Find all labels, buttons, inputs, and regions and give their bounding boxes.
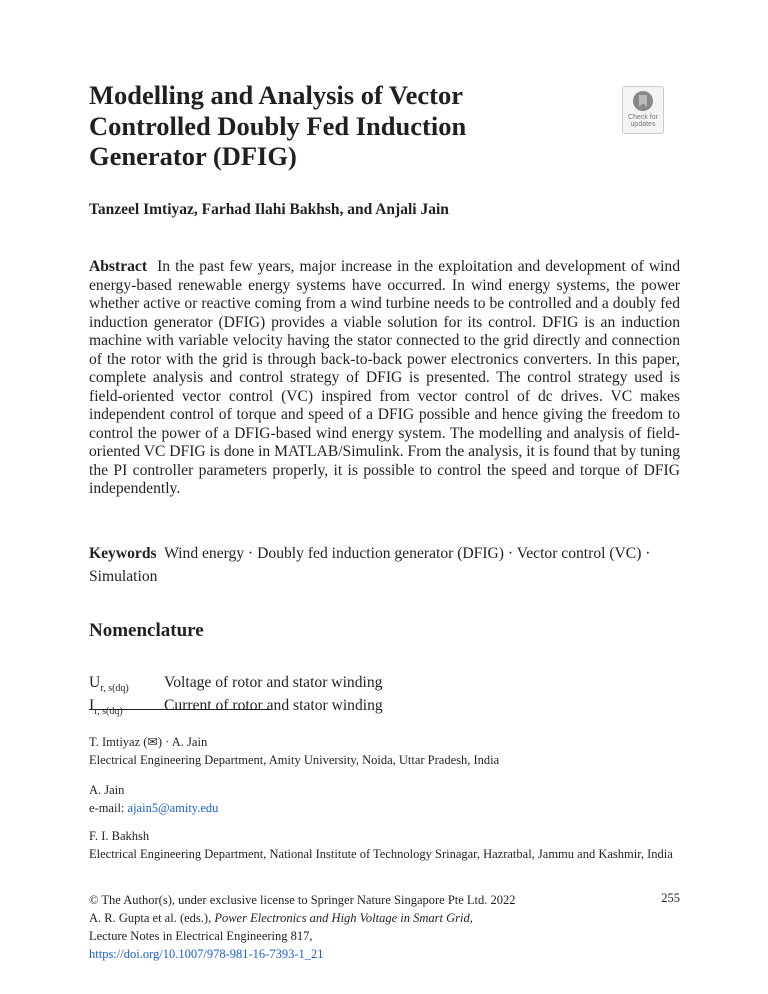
email-label: e-mail: xyxy=(89,801,128,815)
abstract-label: Abstract xyxy=(89,258,148,275)
nomenclature-list xyxy=(89,674,680,720)
symbol-subscript: r, s(dq) xyxy=(94,706,123,718)
paper-title: Modelling and Analysis of Vector Controlled Doubly Fed Induction Generator (DFIG) xyxy=(89,80,467,171)
affiliation-3 xyxy=(89,827,680,863)
book-suffix: , xyxy=(469,911,473,925)
author-name: A. Jain xyxy=(89,783,125,797)
nomenclature-row xyxy=(89,674,680,697)
author-list: Tanzeel Imtiyaz, Farhad Ilahi Bakhsh, and Anjali Jain xyxy=(89,201,449,218)
author-name: F. I. Bakhsh xyxy=(89,829,150,843)
symbol: I xyxy=(89,697,95,715)
symbol: U xyxy=(89,674,101,691)
abstract-text: In the past few years, major increase in the exploitation and development of wind energy-based renewable energy systems have occurred. In wind energy systems, the power whether active or reactive coming from a wind turbine needs to be controlled and a doubly fed induction generator (DFIG) provides a viable solution for its control. DFIG is an induction machine with variable velocity having the stator connected to the grid directly and connection of the rotor with the grid is through back-to-back power electronics converters. In this paper, complete analysis and control strategy of DFIG is presented. The control strategy used is field-oriented vector control (VC) inspired from vector control of dc drives. VC makes independent control of torque and speed of a DFIG possible and hence giving the freedom to control the power of a DFIG-based wind energy system. The modelling and analysis of field-oriented VC DFIG is done in MATLAB/Simulink. From the analysis, it is found that by tuning the PI controller parameters properly, it is possible to control the speed and torque of DFIG independently. xyxy=(89,258,681,497)
affiliation-text: Electrical Engineering Department, National Institute of Technology Srinagar, Hazratbal, Jammu and Kashmir, India xyxy=(89,847,673,861)
keywords-text: Wind energy · Doubly fed induction generator (DFIG) · Vector control (VC) · Simulation xyxy=(89,545,651,585)
keywords xyxy=(89,542,680,588)
symbol-description: Current of rotor and stator winding xyxy=(164,697,383,715)
doi-link[interactable]: https://doi.org/10.1007/978-981-16-7393-1_21 xyxy=(89,947,324,961)
book-title: Power Electronics and High Voltage in Smart Grid xyxy=(214,911,470,925)
series-text: Lecture Notes in Electrical Engineering 817, xyxy=(89,929,313,943)
badge-line1: Check for xyxy=(628,114,658,121)
badge-line2: updates xyxy=(630,121,656,128)
book-editors: A. R. Gupta et al. (eds.), xyxy=(89,911,215,925)
symbol-subscript: r, s(dq) xyxy=(100,683,129,695)
affiliation-text: Electrical Engineering Department, Amity University, Noida, Uttar Pradesh, India xyxy=(89,753,500,767)
author-names: T. Imtiyaz (✉) · A. Jain xyxy=(89,735,208,749)
footnote-divider xyxy=(89,709,271,710)
email-link[interactable]: ajain5@amity.edu xyxy=(127,801,219,815)
keywords-label: Keywords xyxy=(89,545,157,562)
page-number: 255 xyxy=(661,891,680,905)
bookmark-icon xyxy=(633,91,653,111)
copyright-block xyxy=(89,891,609,963)
symbol-description: Voltage of rotor and stator winding xyxy=(164,674,383,691)
check-for-updates-badge[interactable] xyxy=(622,86,664,134)
affiliation-2 xyxy=(89,781,680,817)
abstract xyxy=(89,258,680,499)
copyright-text: © The Author(s), under exclusive license to Springer Nature Singapore Pte Ltd. 2022 xyxy=(89,893,516,907)
section-heading: Nomenclature xyxy=(89,620,204,641)
affiliation-1 xyxy=(89,733,680,769)
